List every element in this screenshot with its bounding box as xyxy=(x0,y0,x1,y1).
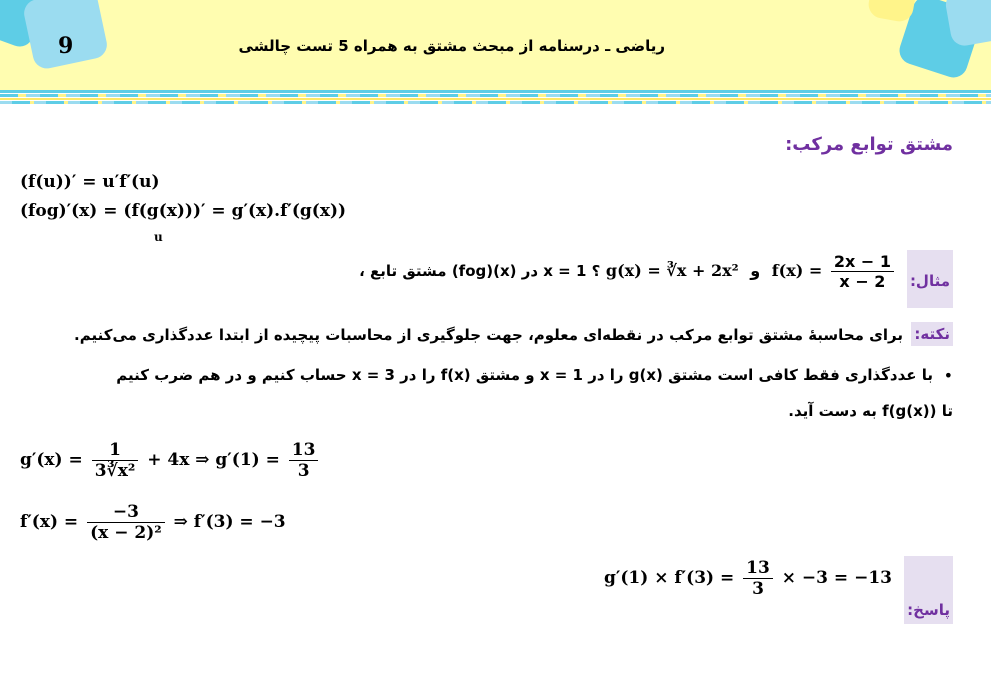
note-bullet-line-2: تا f(g(x)) به دست آید. xyxy=(788,402,953,420)
g-prime-one-denominator: 3 xyxy=(297,461,310,481)
answer-numerator: 13 xyxy=(743,558,773,579)
answer-expression xyxy=(604,558,892,599)
page-header xyxy=(0,0,991,92)
f-prime-derivation xyxy=(20,502,286,543)
composite-derivative-formula: (fog)′(x) = (f(g(x)))′ = g′(x).f′(g(x)) xyxy=(20,201,347,221)
page-number: 9 xyxy=(58,33,74,59)
page-header-title: ریاضی ـ درسنامه از مبحث مشتق به همراه 5 تست چالشی xyxy=(238,37,665,55)
g-prime-lhs: g′(x) = xyxy=(20,450,83,470)
g-prime-numerator: 1 xyxy=(92,440,139,461)
note-bullet-line-1: با عددگذاری فقط کافی است مشتق g(x) را در x = 1 و مشتق f(x) را در x = 3 حساب کنیم و در هم ضرب کنیم xyxy=(116,366,933,384)
f-prime-numerator: −3 xyxy=(87,502,165,523)
g-prime-fraction xyxy=(92,440,139,481)
g-prime-derivation xyxy=(20,440,321,481)
section-title: مشتق توابع مرکب: xyxy=(785,134,953,155)
answer-rhs: × −3 = −13 xyxy=(781,568,892,588)
g-prime-denominator: 3∛x² xyxy=(94,461,136,481)
answer-lhs: g′(1) × f′(3) = xyxy=(604,568,735,588)
note-text: برای محاسبهٔ مشتق توابع مرکب در نقطه‌ای معلوم، جهت جلوگیری از محاسبات پیچیده از ابتدا عددگذاری می‌کنیم. xyxy=(74,326,903,344)
answer-label: پاسخ: xyxy=(904,556,953,624)
answer-denominator: 3 xyxy=(752,579,764,599)
g-prime-one-fraction xyxy=(289,440,319,481)
example-statement xyxy=(359,252,897,291)
bullet-dot: • xyxy=(943,366,953,385)
header-stripes xyxy=(0,90,991,106)
g-prime-one-numerator: 13 xyxy=(289,440,319,461)
f-lhs: f(x) = xyxy=(771,261,823,280)
f-numerator: 2x − 1 xyxy=(831,252,894,272)
f-fraction xyxy=(831,252,894,291)
f-prime-lhs: f′(x) = xyxy=(20,512,79,532)
f-denominator: x − 2 xyxy=(839,272,886,291)
note-label: نکته: xyxy=(911,322,953,346)
example-label: مثال: xyxy=(907,250,953,308)
example-question: ، مشتق تابع (fog)(x) در x = 1 ؟ xyxy=(359,262,601,280)
f-prime-fraction xyxy=(87,502,165,543)
g-prime-rest: + 4x ⇒ g′(1) = xyxy=(147,450,280,470)
answer-fraction xyxy=(743,558,773,599)
f-prime-denominator: (x − 2)² xyxy=(90,523,162,543)
and-word: و xyxy=(750,261,761,280)
u-label: u xyxy=(154,230,163,244)
g-definition: g(x) = ∛x + 2x² xyxy=(605,261,739,280)
f-prime-rest: ⇒ f′(3) = −3 xyxy=(173,512,286,532)
chain-rule-formula: (f(u))′ = u′f′(u) xyxy=(20,172,160,192)
